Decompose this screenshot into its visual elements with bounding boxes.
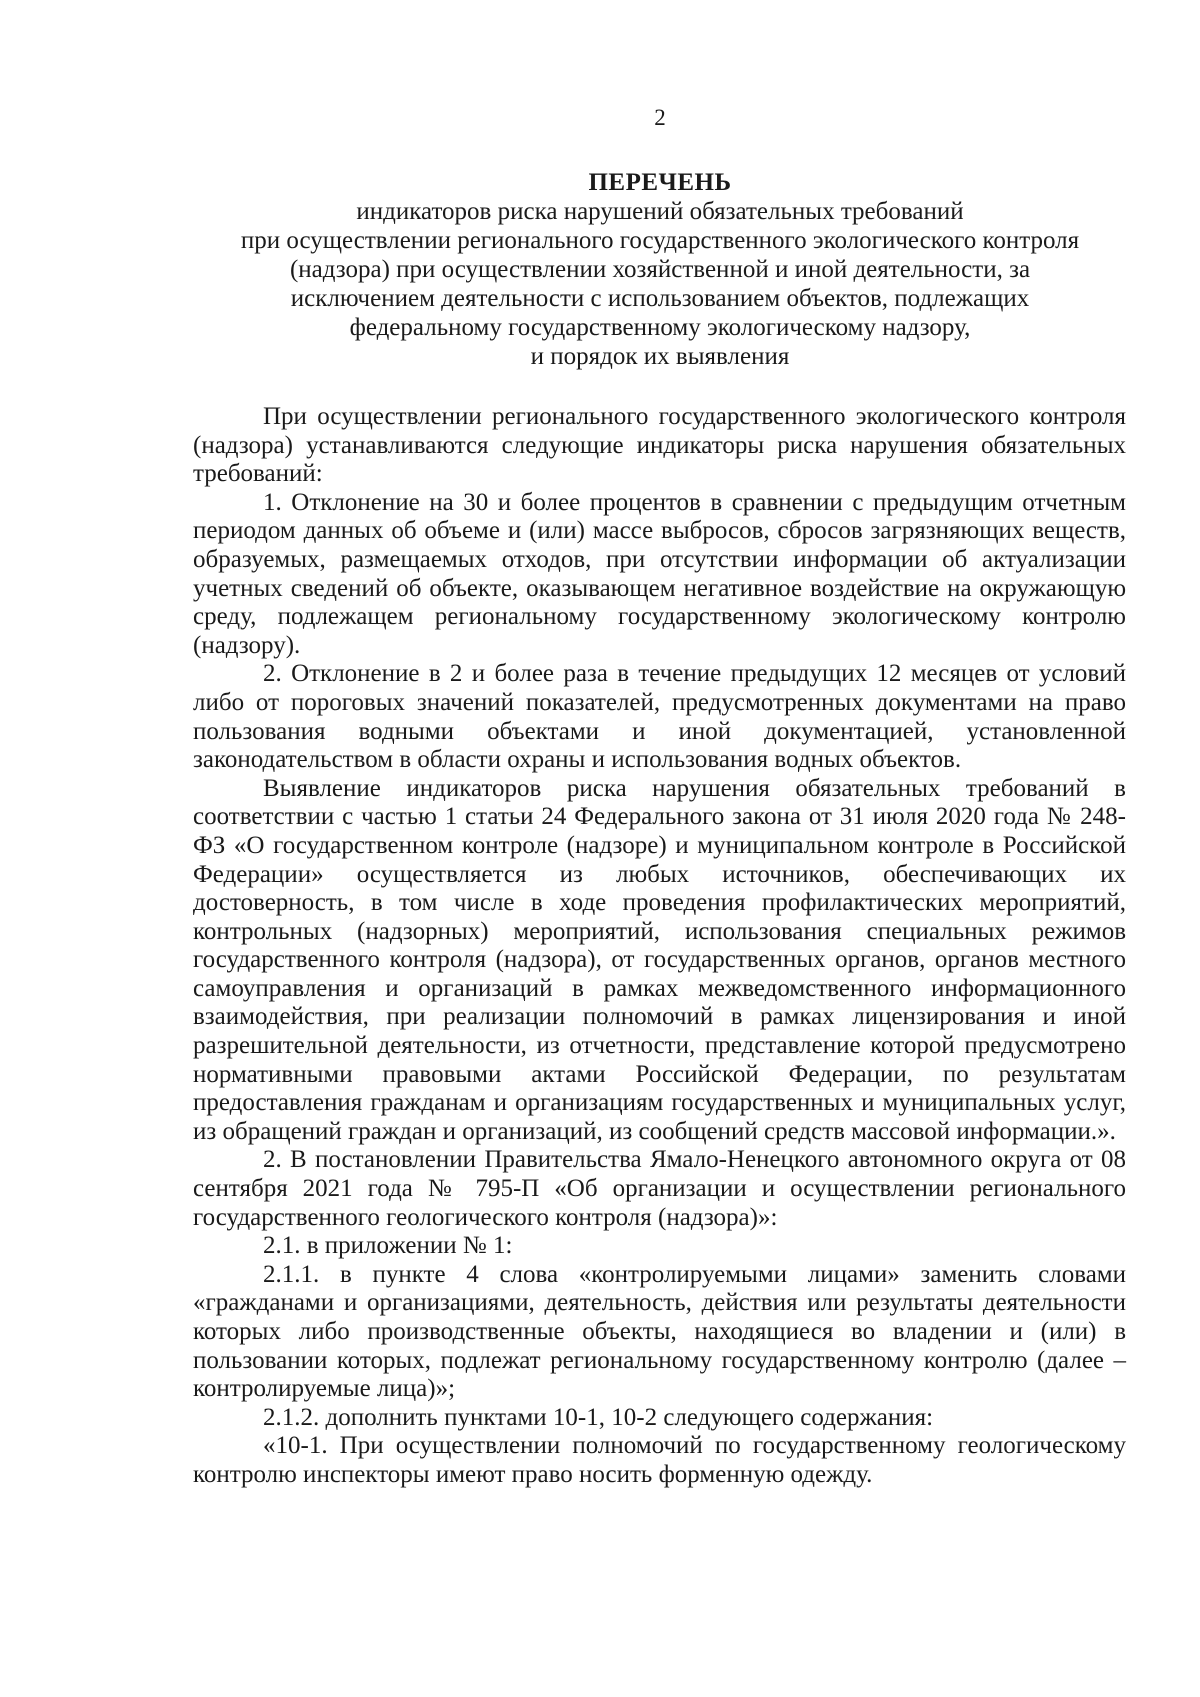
subtitle-line: исключением деятельности с использованием объектов, подлежащих [290, 285, 1030, 312]
document-title: ПЕРЕЧЕНЬ [588, 169, 732, 196]
document-heading [190, 168, 1130, 371]
intro-paragraph: При осуществлении регионального государственного экологического контроля (надзора) устанавливаются следующие индикаторы риска нарушения обязательных требований: [193, 403, 1126, 488]
subtitle-line: индикаторов риска нарушений обязательных требований [356, 198, 964, 225]
amendment-item-2-1-2: 2.1.2. дополнить пунктами 10-1, 10-2 следующего содержания: [263, 1403, 934, 1431]
page-number: 2 [654, 105, 666, 130]
subtitle-line: при осуществлении регионального государственного экологического контроля [240, 227, 1080, 254]
subtitle-line: федеральному государственному экологическому надзору, [349, 314, 971, 341]
amendment-item-2-1-1: 2.1.1. в пункте 4 слова «контролируемыми лицами» заменить словами «гражданами и организациями, деятельность, действия или результаты деятельности которых либо производственные объекты, находящиеся во владении и (или) в пользовании которых, подлежат региональному государственному контролю (далее – контролируемые лица)»; [193, 1260, 1126, 1403]
indicator-item-2: 2. Отклонение в 2 и более раза в течение предыдущих 12 месяцев от условий либо от пороговых значений показателей, предусмотренных документами на право пользования водными объектами и иной документацией, установленной законодательством в области охраны и использования водных объектов. [193, 660, 1126, 774]
document-body [193, 403, 1126, 1490]
amendment-item-2-1: 2.1. в приложении № 1: [263, 1232, 513, 1260]
indicator-item-1: 1. Отклонение на 30 и более процентов в сравнении с предыдущим отчетным периодом данных об объеме и (или) массе выбросов, сбросов загрязняющих веществ, образуемых, размещаемых отходов, при отсутствии информации об актуализации учетных сведений об объекте, оказывающем негативное воздействие на окружающую среду, подлежащем региональному государственному экологическому контролю (надзору). [193, 488, 1126, 659]
detection-paragraph: Выявление индикаторов риска нарушения обязательных требований в соответствии с частью 1 статьи 24 Федерального закона от 31 июля 2020 года № 248-ФЗ «О государственном контроле (надзоре) и муниципальном контроле в Российской Федерации» осуществляется из любых источников, обеспечивающих их достоверность, в том числе в ходе проведения профилактических мероприятий, контрольных (надзорных) мероприятий, использования специальных режимов государственного контроля (надзора), от государственных органов, органов местного самоуправления и организаций в рамках межведомственного информационного взаимодействия, при реализации полномочий в рамках лицензирования и иной разрешительной деятельности, из отчетности, представление которой предусмотрено нормативными правовыми актами Российской Федерации, по результатам предоставления гражданам и организациям государственных и муниципальных услуг, из обращений граждан и организаций, из сообщений средств массовой информации.». [193, 774, 1126, 1145]
subtitle-line: (надзора) при осуществлении хозяйственной и иной деятельности, за [289, 256, 1031, 283]
amendment-paragraph: 2. В постановлении Правительства Ямало-Ненецкого автономного округа от 08 сентября 2021 года № 795-П «Об организации и осуществлении регионального государственного геологического контроля (надзора)»: [193, 1146, 1126, 1231]
new-clause-10-1: «10-1. При осуществлении полномочий по государственному геологическому контролю инспекторы имеют право носить форменную одежду. [193, 1432, 1126, 1488]
subtitle-line: и порядок их выявления [530, 343, 790, 370]
